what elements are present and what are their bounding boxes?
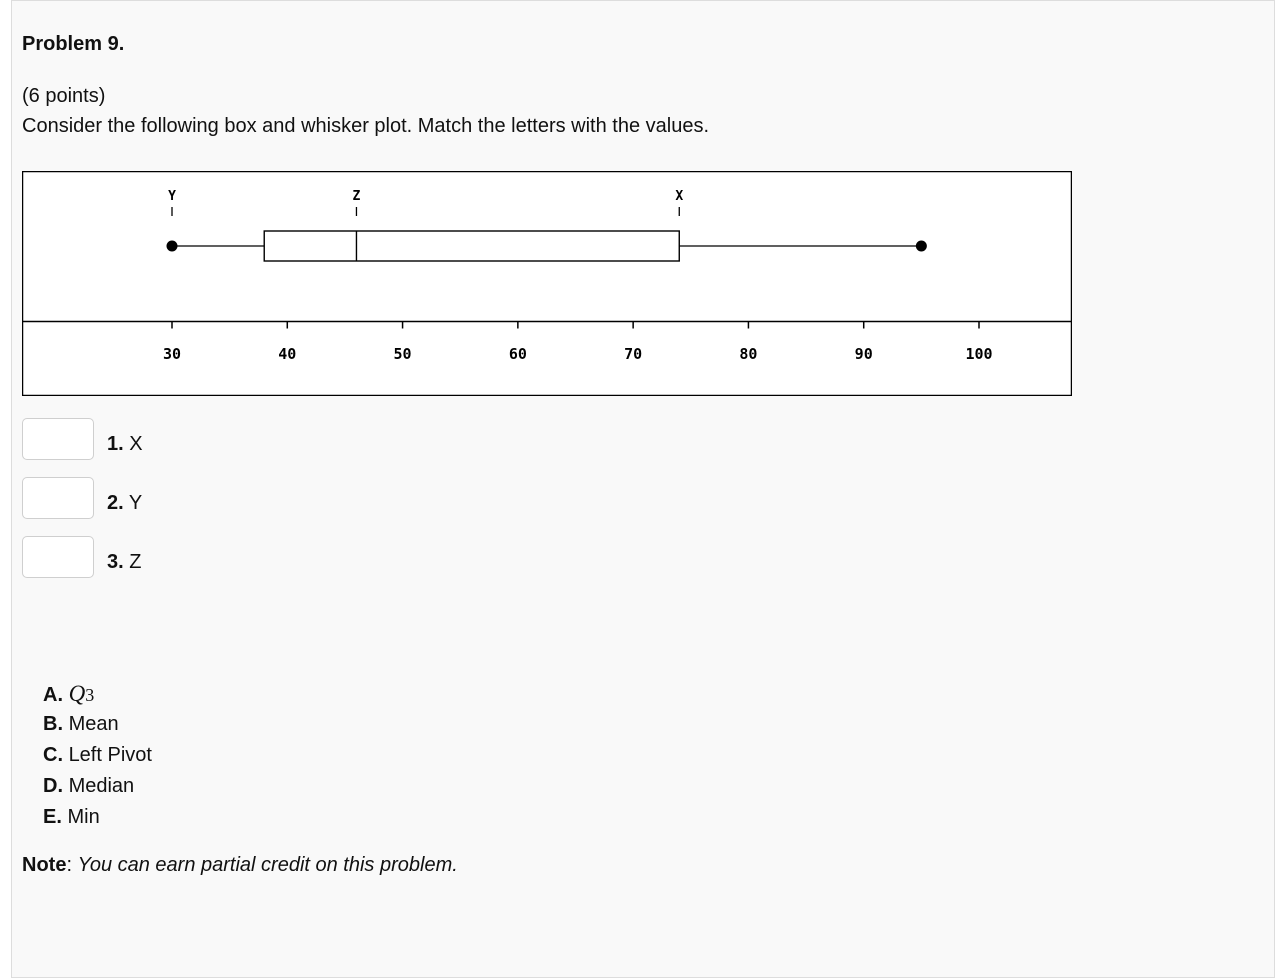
marker-label-y: Y [168,189,176,204]
answer-row-2 [22,477,322,521]
answer-input-2[interactable] [22,477,94,519]
answer-row-1 [22,418,322,462]
answer-label-2: 2. Y [107,492,143,514]
problem-prompt: Consider the following box and whisker plot. Match the letters with the values. [22,115,710,137]
answer-label-3: 3. Z [107,551,142,573]
answer-row-3 [22,536,322,580]
marker-label-x: X [675,189,684,204]
choice-e: E. Min [43,806,100,828]
x-tick-label-40: 40 [278,345,297,363]
choice-a: A. Q3 [43,681,95,706]
choice-c: C. Left Pivot [43,744,152,766]
x-tick-label-70: 70 [624,345,643,363]
answer-label-1: 1. X [107,433,143,455]
choices-list [43,678,152,833]
marker-label-z: Z [352,189,361,204]
x-tick-label-50: 50 [393,345,412,363]
x-tick-label-100: 100 [965,345,993,363]
x-tick-label-90: 90 [854,345,873,363]
min-point [167,241,178,252]
answer-input-1[interactable] [22,418,94,460]
problem-points: (6 points) [22,85,106,107]
choice-d: D. Median [43,775,135,797]
choice-b: B. Mean [43,713,119,735]
box-plot [22,171,1072,396]
x-tick-label-30: 30 [162,345,182,363]
x-tick-label-60: 60 [508,345,527,363]
iqr-box [264,231,679,261]
problem-title: Problem 9. [22,33,125,55]
x-tick-label-80: 80 [739,345,758,363]
answer-input-3[interactable] [22,536,94,578]
max-point [916,241,927,252]
note: Note: You can earn partial credit on this problem. [22,854,458,876]
